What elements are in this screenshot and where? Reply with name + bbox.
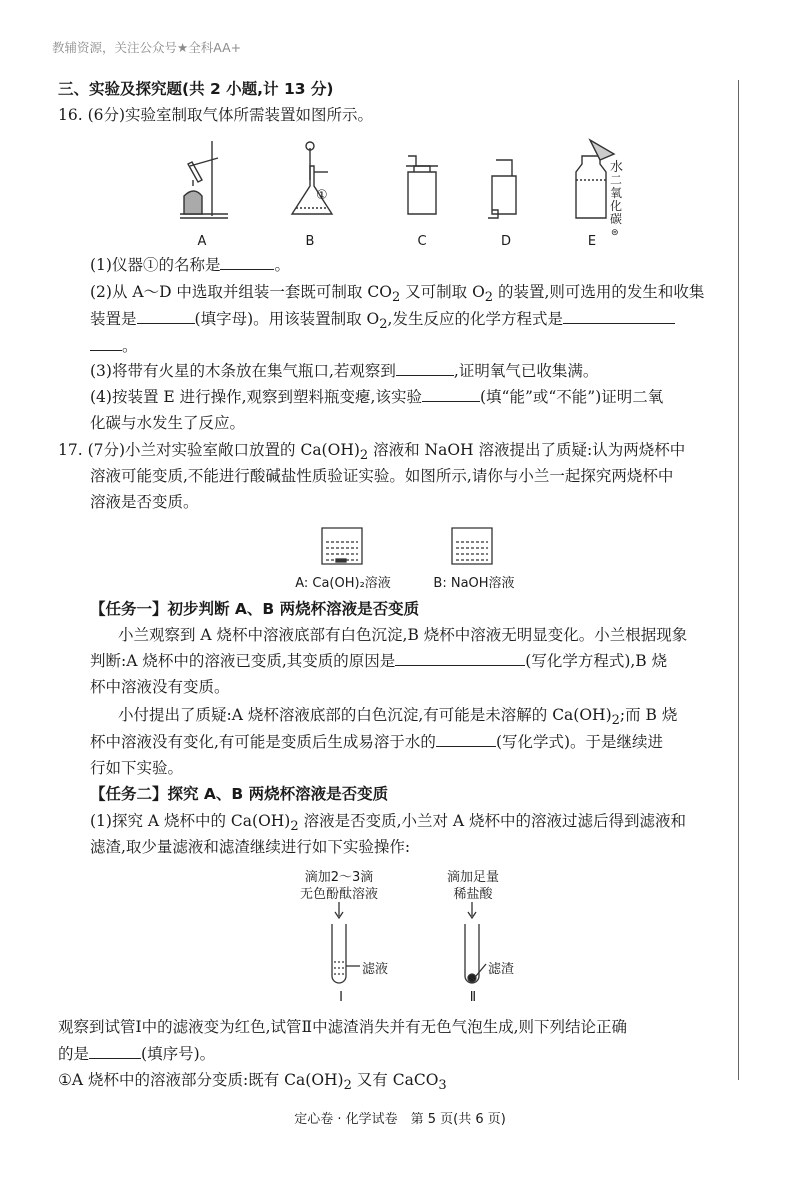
tube1-label: 滤液 [362,962,389,977]
q16-part2-line3: 。 [90,335,138,357]
label-d: D [500,234,511,249]
page-edge-line [738,80,739,1080]
answer-blank[interactable] [395,650,525,666]
q16-part2-line2: 装置是 (填字母)。用该装置制取 $O_2$,发生反应的化学方程式是 [90,308,675,336]
option-1: ①A 烧杯中的溶液部分变质:既有 $Ca(OH)_2$ 又有 CaCO$_3$ [58,1071,447,1094]
tube2-reagent-1: 滴加足量 [446,870,499,885]
task1-line1: 小兰观察到 A 烧杯中溶液底部有白色沉淀,B 烧杯中溶液无明显变化。小兰根据现象 [118,626,688,644]
page-footer: 定心卷 · 化学试卷 第 5 页(共 6 页) [294,1112,506,1127]
answer-blank[interactable] [422,386,480,402]
label-c: C [417,234,427,249]
section-title: 三、实验及探究题(共 2 小题,计 13 分) [58,80,334,98]
apparatus-drawing [170,136,640,251]
task2-line1: (1)探究 A 烧杯中的 $Ca(OH)_2$ 溶液是否变质,小兰对 A 烧杯中的溶液过滤后得到滤液和 [90,812,687,835]
task2-line2: 滤渣,取少量滤液和滤渣继续进行如下实验操作: [90,838,411,856]
tubes-drawing [320,902,500,992]
observation-line1: 观察到试管Ⅰ中的滤液变为红色,试管Ⅱ中滤渣消失并有无色气泡生成,则下列结论正确 [58,1018,628,1036]
answer-blank[interactable] [220,254,274,270]
label-e: E [587,234,597,249]
tube1-number: Ⅰ [339,990,343,1005]
tube1-reagent-2: 无色酚酞溶液 [299,887,378,902]
q17-line1: 17. (7分)小兰对实验室敞口放置的 $Ca(OH)_2$ 溶液和 NaOH 溶液提出了质疑:认为两烧杯中 [58,441,686,464]
q16-stem: 16. (6分)实验室制取气体所需装置如图所示。 [58,106,374,124]
beaker-b-label: B: NaOH溶液 [433,576,515,591]
tube2-reagent-2: 稀盐酸 [453,887,493,902]
q16-part2-line1: (2)从 A～D 中选取并组装一套既可制取 $CO_2$ 又可制取 $O_2$ 的装置,则可选用的发生和收集 [90,283,705,306]
answer-blank[interactable] [137,308,195,324]
tube2-number: Ⅱ [469,990,477,1005]
answer-blank[interactable] [396,360,454,376]
q16-part3: (3)将带有火星的木条放在集气瓶口,若观察到 ,证明氧气已收集满。 [90,362,599,380]
e-cap-icon: ⊜ [611,228,619,238]
q16-part4-line2: 化碳与水发生了反应。 [90,414,246,432]
apparatus-figure [170,136,640,251]
answer-blank[interactable] [89,1043,141,1059]
tube2-label: 滤渣 [488,962,515,977]
task1-line5: 杯中溶液没有变化,有可能是变质后生成易溶于水的 (写化学式)。于是继续进 [90,733,664,751]
task1-heading: 【任务一】初步判断 A、B 两烧杯溶液是否变质 [90,600,420,618]
beakers-drawing [318,524,518,568]
observation-line2: 的是 (填序号)。 [58,1045,216,1063]
task1-line6: 行如下实验。 [90,759,184,777]
e-water-label: 水 [610,160,624,175]
tube1-reagent-1: 滴加2～3滴 [304,870,374,885]
b-marker: ① [316,188,328,203]
q17-line2: 溶液可能变质,不能进行酸碱盐性质验证实验。如图所示,请你与小兰一起探究两烧杯中 [90,467,674,485]
task1-line4: 小付提出了质疑:A 烧杯溶液底部的白色沉淀,有可能是未溶解的 $Ca(OH)_2$;而 B 烧 [118,706,678,729]
task1-line2: 判断:A 烧杯中的溶液已变质,其变质的原因是 (写化学方程式),B 烧 [90,652,668,670]
answer-blank[interactable] [563,308,675,324]
e-co2-label: 二氧化碳 [610,173,623,226]
q17-line3: 溶液是否变质。 [90,493,199,511]
task1-line3: 杯中溶液没有变质。 [90,678,230,696]
q16-part4-line1: (4)按装置 E 进行操作,观察到塑料瓶变瘪,该实验 (填“能”或“不能”)证明二氧 [90,388,664,406]
watermark: 教辅资源，关注公众号★全科AA+ [52,40,242,55]
label-b: B [305,234,315,249]
beaker-a-label: A: Ca(OH)₂溶液 [295,576,391,591]
answer-blank[interactable] [436,731,496,747]
answer-blank[interactable] [90,335,122,351]
q16-part1: (1)仪器①的名称是 。 [90,256,290,274]
task2-heading: 【任务二】探究 A、B 两烧杯溶液是否变质 [90,785,389,803]
label-a: A [197,234,207,249]
